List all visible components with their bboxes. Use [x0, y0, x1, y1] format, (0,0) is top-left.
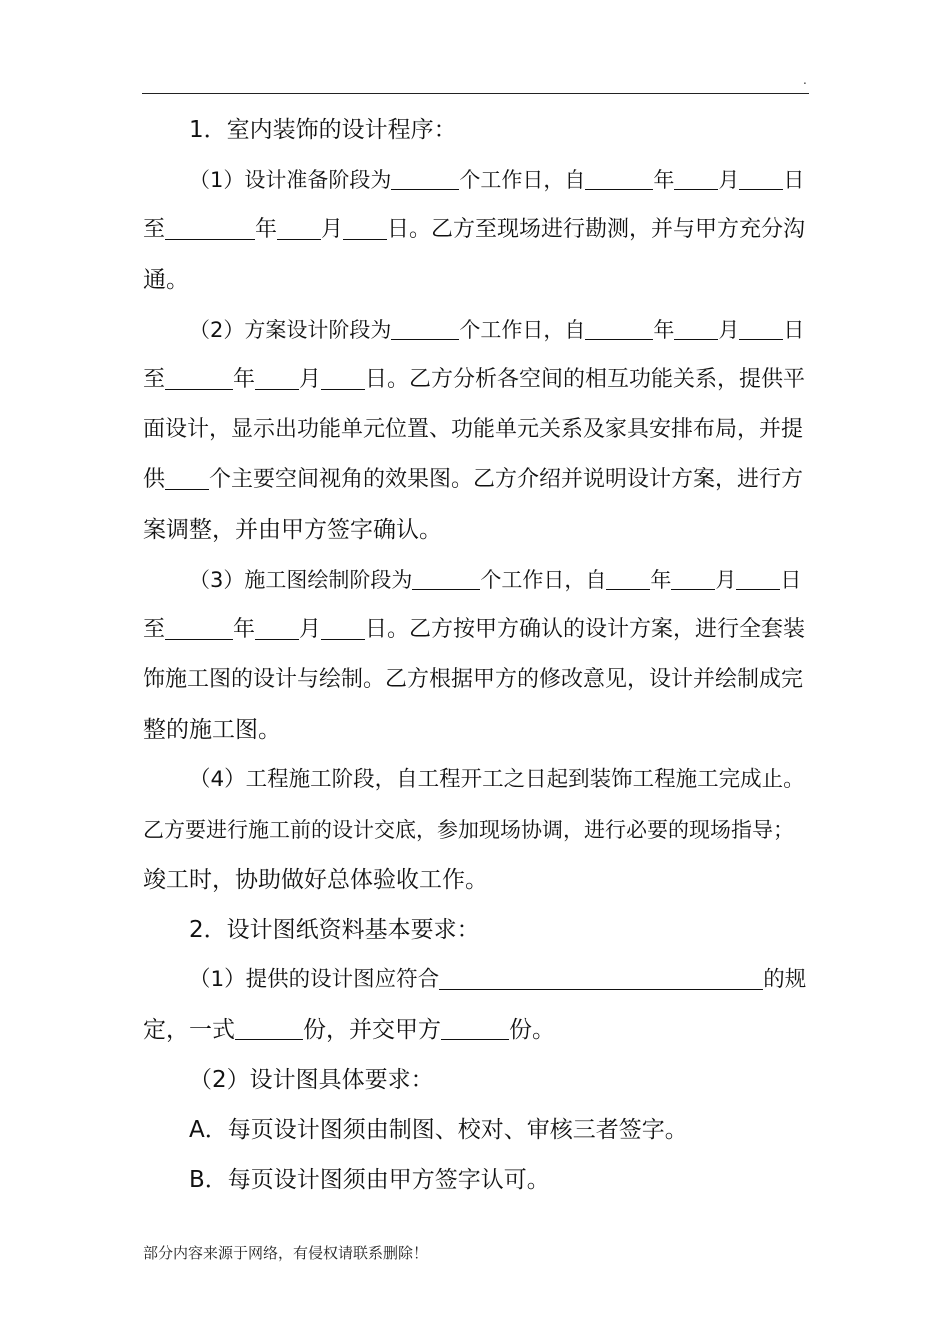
blank-month — [674, 155, 718, 190]
requirement-a: A．每页设计图须由制图、校对、审核三者签字。 — [189, 1117, 688, 1143]
blank-standard — [439, 955, 763, 990]
p2-line-1: （2）方案设计阶段为 个工作日，自 年 月 日 — [189, 305, 804, 355]
blank-copies-to-party-a — [441, 1005, 509, 1040]
p3-line-3: 饰施工图的设计与绘制。乙方根据甲方的修改意见，设计并绘制成完 — [143, 667, 804, 692]
footer-disclaimer: 部分内容来源于网络，有侵权请联系删除！ — [143, 1244, 429, 1262]
q1-line-1: （1）提供的设计图应符合 的规 — [189, 955, 806, 1005]
section-1-title: 1．室内装饰的设计程序： — [189, 117, 457, 143]
requirement-b: B．每页设计图须由甲方签字认可。 — [189, 1167, 550, 1193]
section-2-title: 2．设计图纸资料基本要求： — [189, 917, 480, 943]
blank-copies — [235, 1005, 303, 1040]
blank-year — [585, 155, 653, 190]
blank-days — [391, 155, 459, 190]
p3-line-4: 整的施工图。 — [143, 717, 281, 743]
blank-day — [343, 205, 387, 240]
p2-line-2: 至 年 月 日。乙方分析各空间的相互功能关系，提供平 — [143, 355, 805, 405]
blank-year — [165, 355, 233, 390]
p2-line-4: 供 个主要空间视角的效果图。乙方介绍并说明设计方案，进行方 — [143, 455, 803, 505]
p4-line-1: （4）工程施工阶段，自工程开工之日起到装饰工程施工完成止。 — [189, 767, 805, 792]
q1-line-2: 定，一式 份，并交甲方 份。 — [143, 1005, 555, 1055]
q2-title: （2）设计图具体要求： — [189, 1067, 434, 1093]
blank-days — [412, 555, 480, 590]
blank-year — [585, 305, 653, 340]
blank-day — [739, 155, 783, 190]
p1-line-1: （1）设计准备阶段为 个工作日，自 年 月 日 — [189, 155, 804, 205]
p3-line-1: （3）施工图绘制阶段为 个工作日，自 年 月 日 — [189, 555, 801, 605]
blank-month — [255, 605, 299, 640]
blank-month — [255, 355, 299, 390]
header-mark: . — [803, 73, 807, 87]
p4-line-2: 乙方要进行施工前的设计交底，参加现场协调，进行必要的现场指导； — [143, 818, 794, 842]
blank-day — [736, 555, 780, 590]
p4-line-3: 竣工时，协助做好总体验收工作。 — [143, 867, 488, 893]
blank-day — [321, 355, 365, 390]
p1-line-3: 通。 — [143, 267, 189, 293]
blank-year — [165, 205, 255, 240]
blank-month — [671, 555, 715, 590]
header-rule — [142, 93, 809, 94]
blank-days — [391, 305, 459, 340]
p2-line-3: 面设计，显示出功能单元位置、功能单元关系及家具安排布局，并提 — [143, 417, 804, 442]
blank-day — [739, 305, 783, 340]
blank-count — [165, 455, 209, 490]
blank-month — [674, 305, 718, 340]
p1-line-2: 至 年 月 日。乙方至现场进行勘测，并与甲方充分沟 — [143, 205, 805, 255]
blank-day — [321, 605, 365, 640]
blank-year — [165, 605, 233, 640]
p2-line-5: 案调整，并由甲方签字确认。 — [143, 517, 442, 543]
p3-line-2: 至 年 月 日。乙方按甲方确认的设计方案，进行全套装 — [143, 605, 805, 655]
blank-month — [277, 205, 321, 240]
blank-year — [606, 555, 650, 590]
